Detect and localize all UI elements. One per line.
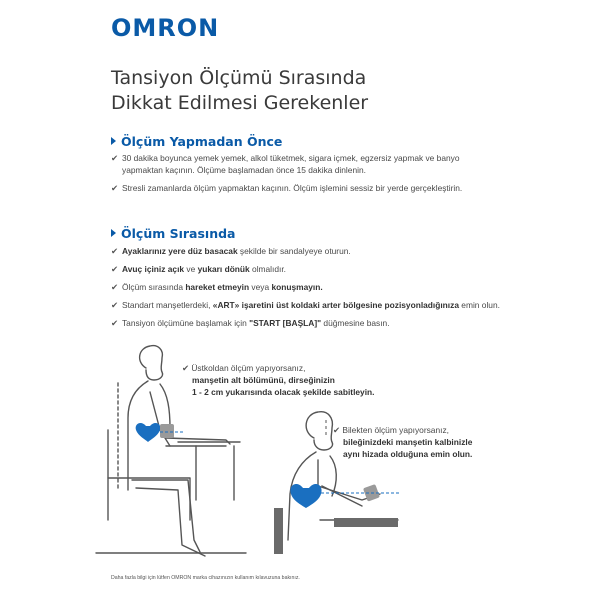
check-icon: ✔ [111, 153, 119, 163]
heart-icon [136, 423, 161, 442]
table-block [334, 518, 398, 527]
forearm-outline [166, 438, 230, 444]
title-line-2: Dikkat Edilmesi Gerekenler [111, 92, 369, 114]
head-outline [306, 412, 332, 450]
wrist-note: ✔ Bilekten ölçüm yapıyorsanız, bileğinizdeki manşetin kalbinizle aynı hizada olduğuna emin olun. [333, 425, 473, 459]
chair-seat [108, 478, 190, 520]
omron-logo: OMRON [111, 14, 220, 42]
upper-arm-cuff [160, 424, 174, 438]
list-item: ✔ 30 dakika boyunca yemek yemek, alkol tüketmek, sigara içmek, egzersiz yapmak ve banyo yapmaktan kaçının. Ölçüme başlamadan önce 15 dakika dinlenin. [111, 153, 460, 175]
table-legs [196, 446, 234, 500]
footer-note: Daha fazla bilgi için lütfen OMRON marka cihazınızın kullanım kılavuzuna bakınız. [111, 575, 300, 581]
head-outline [140, 346, 163, 380]
title-line-1: Tansiyon Ölçümü Sırasında [111, 67, 367, 89]
check-icon: ✔ [111, 282, 119, 292]
leg-outline-2 [136, 488, 205, 556]
chair-post-block [274, 508, 283, 554]
upper-arm-note: ✔ Üstkoldan ölçüm yapıyorsanız, manşetin alt bölümünü, dirseğinizin 1 - 2 cm yukarısında olacak şekilde sabitleyin. [182, 363, 375, 397]
chest-outline [160, 384, 170, 428]
list-item: ✔ Ayaklarınız yere düz basacak şekilde bir sandalyeye oturun. [111, 246, 351, 256]
list-item: ✔ Stresli zamanlarda ölçüm yapmaktan kaçının. Ölçüm işlemini sessiz bir yerde gerçekleştirin. [111, 183, 463, 193]
list-item: ✔ Standart manşetlerdeki, «ART» işaretini üst koldaki arter bölgesine pozisyonladığınıza emin olun. [111, 300, 500, 310]
check-icon: ✔ [111, 300, 119, 310]
check-icon: ✔ [111, 183, 119, 193]
check-icon: ✔ [182, 363, 190, 373]
check-icon: ✔ [111, 264, 119, 274]
section-heading-during: Ölçüm Sırasında [111, 226, 236, 241]
heart-icon [290, 484, 321, 508]
list-item: ✔ Ölçüm sırasında hareket etmeyin veya konuşmayın. [111, 282, 323, 292]
check-icon: ✔ [111, 246, 119, 256]
check-icon: ✔ [111, 318, 119, 328]
check-icon: ✔ [333, 425, 341, 435]
section-heading-before: Ölçüm Yapmadan Önce [111, 134, 282, 149]
list-item: ✔ Tansiyon ölçümüne başlamak için "START [BAŞLA]" düğmesine basın. [111, 318, 390, 328]
forearm-outline [322, 486, 362, 506]
list-item: ✔ Avuç içiniz açık ve yukarı dönük olmalıdır. [111, 264, 287, 274]
